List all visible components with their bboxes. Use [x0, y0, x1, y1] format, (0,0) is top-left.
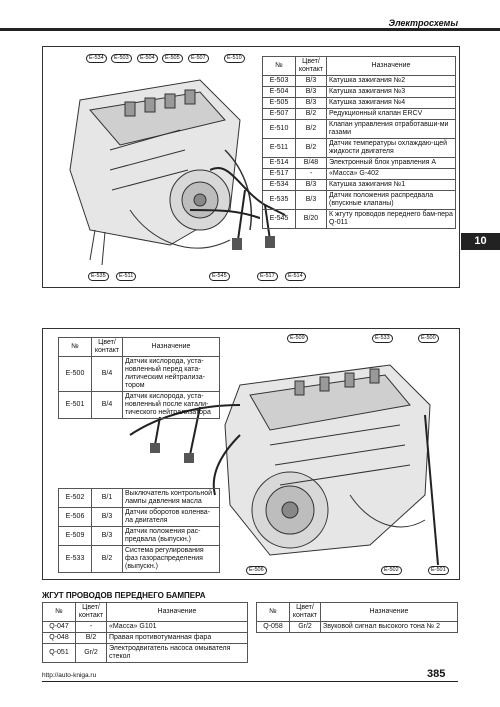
table-row — [257, 622, 458, 633]
connector-callout: E-533 — [372, 334, 393, 343]
cell-purpose: Датчик положения рас-предвала (выпускн.) — [123, 527, 220, 546]
cell-color: B/2 — [92, 546, 123, 573]
chapter-tab: 10 — [461, 233, 500, 250]
cell-color: - — [76, 622, 107, 633]
cell-purpose: Катушка зажигания №4 — [327, 98, 456, 109]
bumper-table-left — [42, 602, 248, 663]
cell-purpose: Звуковой сигнал высокого тона № 2 — [321, 622, 458, 633]
table-row — [59, 527, 220, 546]
table-row — [43, 622, 248, 633]
cell-number: E-517 — [263, 169, 296, 180]
connector-callout: E-502 — [381, 566, 402, 575]
cell-purpose: Катушка зажигания №2 — [327, 76, 456, 87]
footer-rule — [42, 681, 458, 682]
col-header-color: Цвет/ контакт — [290, 603, 321, 622]
cell-number: Q-047 — [43, 622, 76, 633]
table-row — [263, 98, 456, 109]
cell-purpose: Клапан управления отработавши-ми газами — [327, 120, 456, 139]
cell-purpose: Датчик оборотов коленва-ла двигателя — [123, 508, 220, 527]
connector-callout: E-504 — [137, 54, 158, 63]
cell-color: B/3 — [296, 180, 327, 191]
cell-color: B/4 — [92, 392, 123, 419]
connector-callout: E-500 — [418, 334, 439, 343]
header-rule — [0, 28, 500, 31]
cell-color: B/3 — [296, 191, 327, 210]
cell-purpose: Датчик положения распредвала (впускные клапаны) — [327, 191, 456, 210]
cell-color: B/2 — [76, 633, 107, 644]
cell-purpose: Катушка зажигания №1 — [327, 180, 456, 191]
cell-color: B/3 — [296, 87, 327, 98]
cell-color: B/2 — [296, 109, 327, 120]
cell-number: E-509 — [59, 527, 92, 546]
cell-number: E-505 — [263, 98, 296, 109]
table-row — [59, 508, 220, 527]
cell-number: E-514 — [263, 158, 296, 169]
cell-number: E-503 — [263, 76, 296, 87]
bumper-table-right — [256, 602, 458, 633]
col-header-number: № — [59, 338, 92, 357]
cell-color: B/1 — [92, 489, 123, 508]
cell-purpose: Электродвигатель насоса омывателя стекол — [107, 644, 248, 663]
connector-callout: E-517 — [257, 272, 278, 281]
connector-callout: E-505 — [162, 54, 183, 63]
table-row — [59, 489, 220, 508]
connector-callout: E-506 — [246, 566, 267, 575]
cell-color: B/3 — [296, 98, 327, 109]
cell-purpose: Датчик кислорода, уста-новленный после катали-тического нейтрализатора — [123, 392, 220, 419]
table-row — [263, 139, 456, 158]
cell-number: E-535 — [263, 191, 296, 210]
table-row — [263, 191, 456, 210]
table-row — [59, 357, 220, 392]
table-row — [263, 120, 456, 139]
cell-purpose: Датчик кислорода, уста-новленный перед ката-литическим нейтрализа-тором — [123, 357, 220, 392]
cell-color: B/3 — [92, 508, 123, 527]
cell-color: B/48 — [296, 158, 327, 169]
cell-color: - — [296, 169, 327, 180]
connector-callout: E-514 — [285, 272, 306, 281]
col-header-purpose: Назначение — [107, 603, 248, 622]
cell-color: B/2 — [296, 139, 327, 158]
cell-number: E-534 — [263, 180, 296, 191]
connector-callout: E-534 — [86, 54, 107, 63]
cell-color: Gr/2 — [290, 622, 321, 633]
connector-callout: E-509 — [287, 334, 308, 343]
cell-number: E-506 — [59, 508, 92, 527]
cell-number: E-507 — [263, 109, 296, 120]
col-header-number: № — [257, 603, 290, 622]
table-row — [263, 210, 456, 229]
cell-purpose: «Масса» G101 — [107, 622, 248, 633]
section-title: ЖГУТ ПРОВОДОВ ПЕРЕДНЕГО БАМПЕРА — [42, 591, 206, 600]
col-header-color: Цвет/ контакт — [92, 338, 123, 357]
col-header-number: № — [43, 603, 76, 622]
table-row — [263, 158, 456, 169]
cell-purpose: Система регулирования фаз газораспределения (выпускн.) — [123, 546, 220, 573]
connector-table-top — [262, 56, 456, 229]
cell-purpose: Правая противотуманная фара — [107, 633, 248, 644]
cell-color: B/4 — [92, 357, 123, 392]
cell-number: E-501 — [59, 392, 92, 419]
connector-callout: E-503 — [111, 54, 132, 63]
connector-table-sensors — [58, 488, 220, 573]
cell-purpose: Выключатель контрольной лампы давления масла — [123, 489, 220, 508]
footer-url: http://auto-kniga.ru — [42, 672, 97, 679]
table-row — [263, 180, 456, 191]
col-header-purpose: Назначение — [321, 603, 458, 622]
cell-color: Gr/2 — [76, 644, 107, 663]
connector-callout: E-507 — [188, 54, 209, 63]
col-header-color: Цвет/ контакт — [76, 603, 107, 622]
cell-color: B/2 — [296, 120, 327, 139]
cell-number: Q-058 — [257, 622, 290, 633]
table-row — [59, 546, 220, 573]
col-header-color: Цвет/ контакт — [296, 57, 327, 76]
cell-number: E-511 — [263, 139, 296, 158]
connector-callout: E-510 — [224, 54, 245, 63]
table-row — [263, 109, 456, 120]
table-row — [43, 633, 248, 644]
cell-purpose: «Масса» G-402 — [327, 169, 456, 180]
cell-color: B/20 — [296, 210, 327, 229]
cell-purpose: К жгуту проводов переднего бам-пера Q-011 — [327, 210, 456, 229]
cell-purpose: Редукционный клапан ERCV — [327, 109, 456, 120]
cell-number: E-502 — [59, 489, 92, 508]
cell-number: E-504 — [263, 87, 296, 98]
cell-purpose: Датчик температуры охлаждаю-щей жидкости двигателя — [327, 139, 456, 158]
cell-number: E-510 — [263, 120, 296, 139]
table-row — [263, 169, 456, 180]
cell-purpose: Катушка зажигания №3 — [327, 87, 456, 98]
table-row — [59, 392, 220, 419]
col-header-purpose: Назначение — [327, 57, 456, 76]
connector-callout: E-511 — [116, 272, 136, 281]
cell-number: E-533 — [59, 546, 92, 573]
cell-purpose: Электронный блок управления А — [327, 158, 456, 169]
cell-color: B/3 — [92, 527, 123, 546]
cell-color: B/3 — [296, 76, 327, 87]
cell-number: E-545 — [263, 210, 296, 229]
col-header-purpose: Назначение — [123, 338, 220, 357]
connector-table-oxygen — [58, 337, 220, 419]
table-row — [263, 87, 456, 98]
cell-number: Q-051 — [43, 644, 76, 663]
page-number: 385 — [427, 668, 446, 680]
cell-number: E-500 — [59, 357, 92, 392]
cell-number: Q-048 — [43, 633, 76, 644]
connector-callout: E-501 — [428, 566, 449, 575]
page-header-title: Электросхемы — [388, 18, 458, 28]
table-row — [43, 644, 248, 663]
connector-callout: E-545 — [209, 272, 230, 281]
col-header-number: № — [263, 57, 296, 76]
connector-callout: E-535 — [88, 272, 109, 281]
table-row — [263, 76, 456, 87]
